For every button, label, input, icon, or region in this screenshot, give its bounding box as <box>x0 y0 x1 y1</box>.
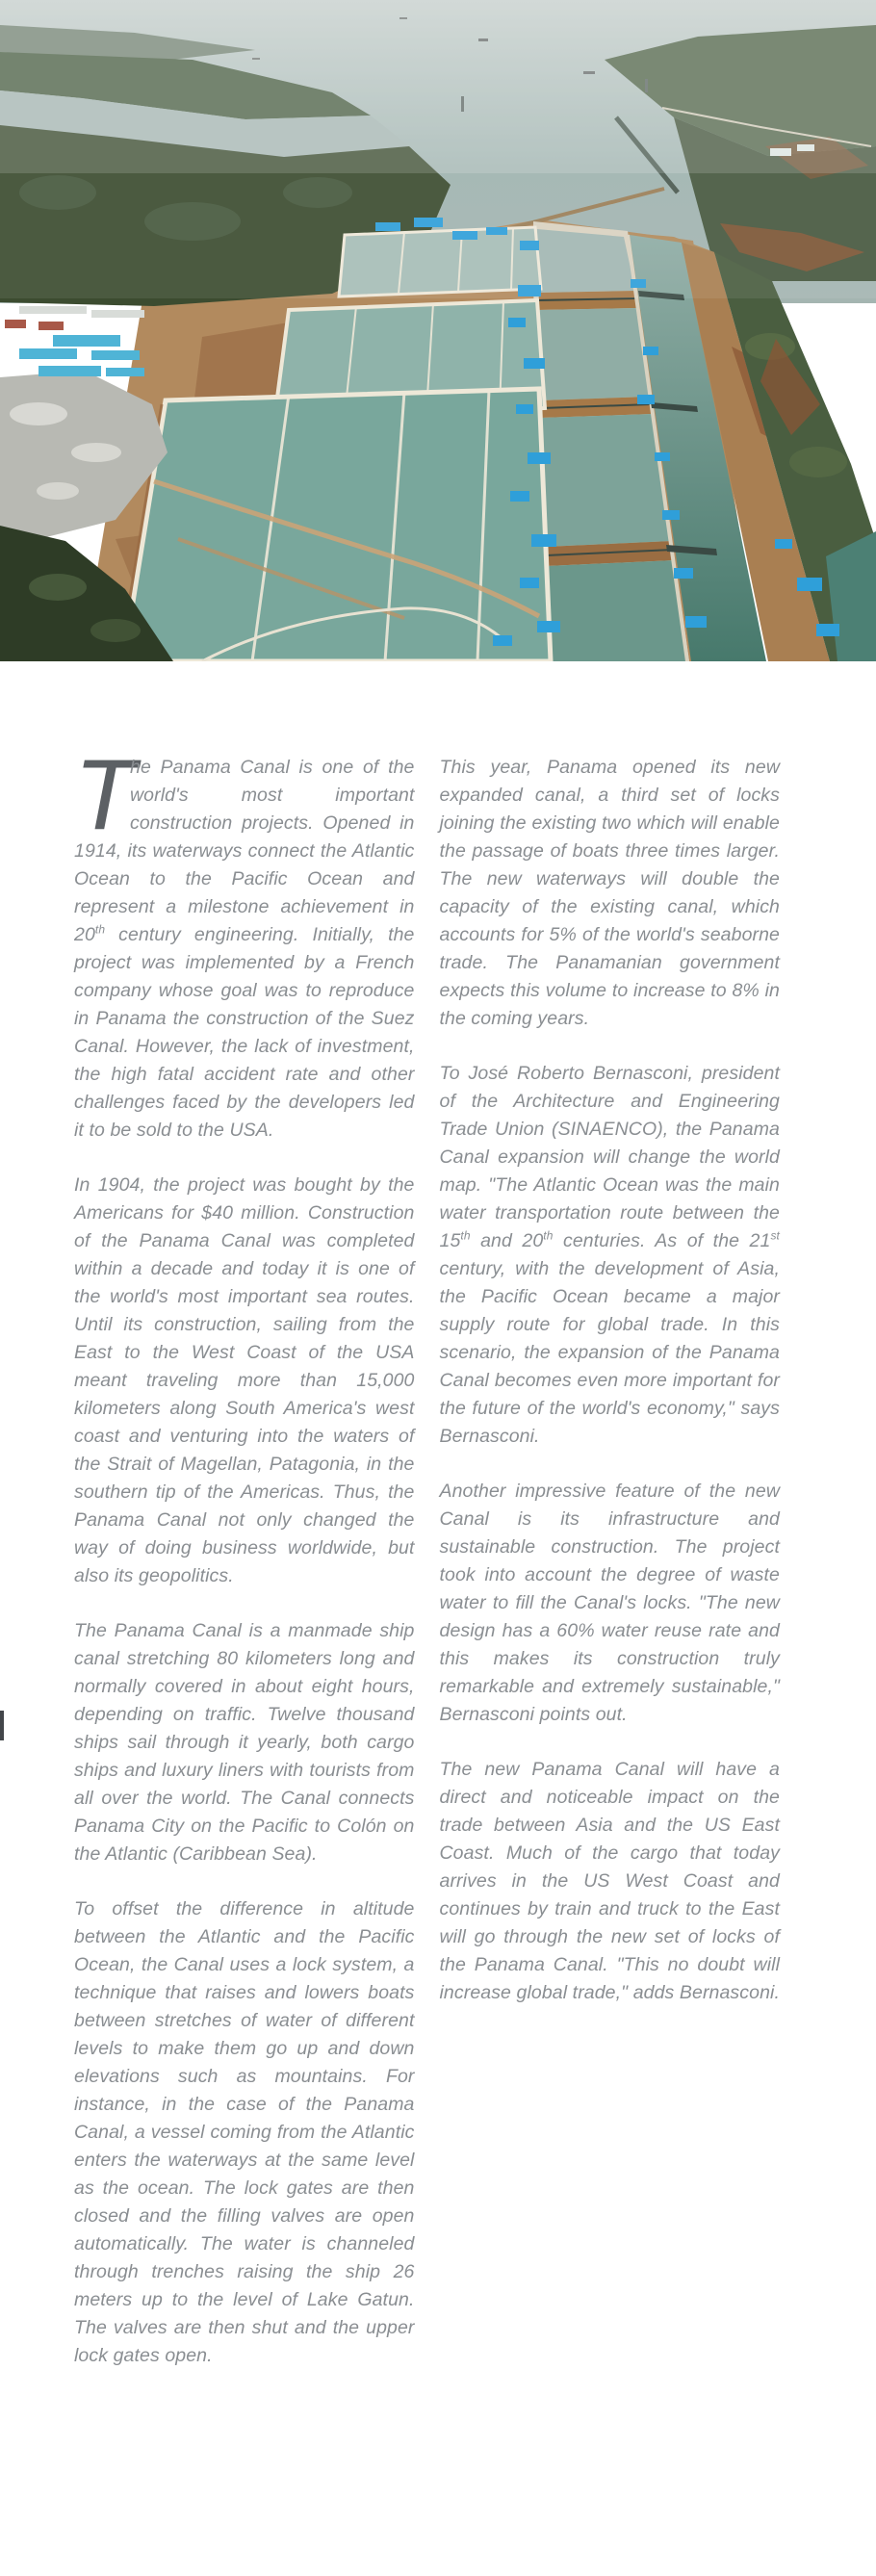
article-right-column <box>440 754 781 2397</box>
drop-cap: T <box>74 739 136 851</box>
paragraph: Another impressive feature of the new Canal is its infrastructure and sustainable construction. The project took into account the degree of waste water to fill the Canal's locks. "The new design has a 60% water reuse rate and this makes its construction truly remarkable and extremely sustainable," Bernasconi points out. <box>439 1481 780 1725</box>
page-edge-mark <box>0 1711 4 1740</box>
paragraph <box>74 739 415 1145</box>
article-body <box>0 739 876 2397</box>
haze-overlay <box>0 0 876 298</box>
paragraph: This year, Panama opened its new expanded canal, a third set of locks joining the existing two which will enable the passage of boats three times larger. The new waterways will double the capacity of the existing canal, which accounts for 5% of the world's seaborne trade. The Panamanian government expects this volume to increase to 8% in the coming years. <box>439 757 780 1029</box>
panama-canal-aerial-photo <box>0 0 876 661</box>
article-left-column <box>74 739 415 2397</box>
paragraph: To offset the difference in altitude between the Atlantic and the Pacific Ocean, the Canal uses a lock system, a technique that raises and lowers boats between stretches of water of different levels to make them go up and down elevations such as mountains. For instance, in the case of the Panama Canal, a vessel coming from the Atlantic enters the waterways at the same level as the ocean. The lock gates are then closed and the filling valves are open automatically. The water is channeled through trenches raising the ship 26 meters up to the level of Lake Gatun. The valves are then shut and the upper lock gates open. <box>74 1898 415 2366</box>
paragraph: The new Panama Canal will have a direct and noticeable impact on the trade between Asia and the US East Coast. Much of the cargo that today arrives in the US West Coast and continues by train and truck to the East will go through the new set of locks of the Panama Canal. "This no doubt will increase global trade," adds Bernasconi. <box>439 1759 780 2003</box>
paragraph-text: he Panama Canal is one of the world's most important construction projects. Opened in 1914, its waterways connect the Atlantic Ocean to the Pacific Ocean and represent a milestone achievement in 20th century engineering. Initially, the project was implemented by a French company whose goal was to reproduce in Panama the construction of the Suez Canal. However, the lack of investment, the high fatal accident rate and other challenges faced by the developers led it to be sold to the USA. <box>74 757 415 1141</box>
worker-camp <box>5 306 144 376</box>
paragraph: In 1904, the project was bought by the Americans for $40 million. Construction of the Panama Canal was completed within a decade and today it is one of the world's most important sea routes. Until its construction, sailing from the East to the West Coast of the USA meant traveling more than 15,000 kilometers along South America's west coast and venturing into the waters of the Strait of Magellan, Patagonia, in the southern tip of the Americas. Thus, the Panama Canal not only changed the way of doing business worldwide, but also its geopolitics. <box>74 1174 415 1586</box>
paragraph: The Panama Canal is a manmade ship canal stretching 80 kilometers long and normally covered in about eight hours, depending on traffic. Twelve thousand ships sail through it yearly, both cargo ships and luxury liners with tourists from all over the world. The Canal connects Panama City on the Pacific to Colón on the Atlantic (Caribbean Sea). <box>74 1620 415 1865</box>
paragraph: To José Roberto Bernasconi, president of the Architecture and Engineering Trade Union (SINAENCO), the Panama Canal expansion will change the world map. "The Atlantic Ocean was the main water transportation route between the 15th and 20th centuries. As of the 21st century, with the development of Asia, the Pacific Ocean became a major supply route for global trade. In this scenario, the expansion of the Panama Canal becomes even more important for the future of the world's economy," says Bernasconi. <box>439 1063 780 1447</box>
